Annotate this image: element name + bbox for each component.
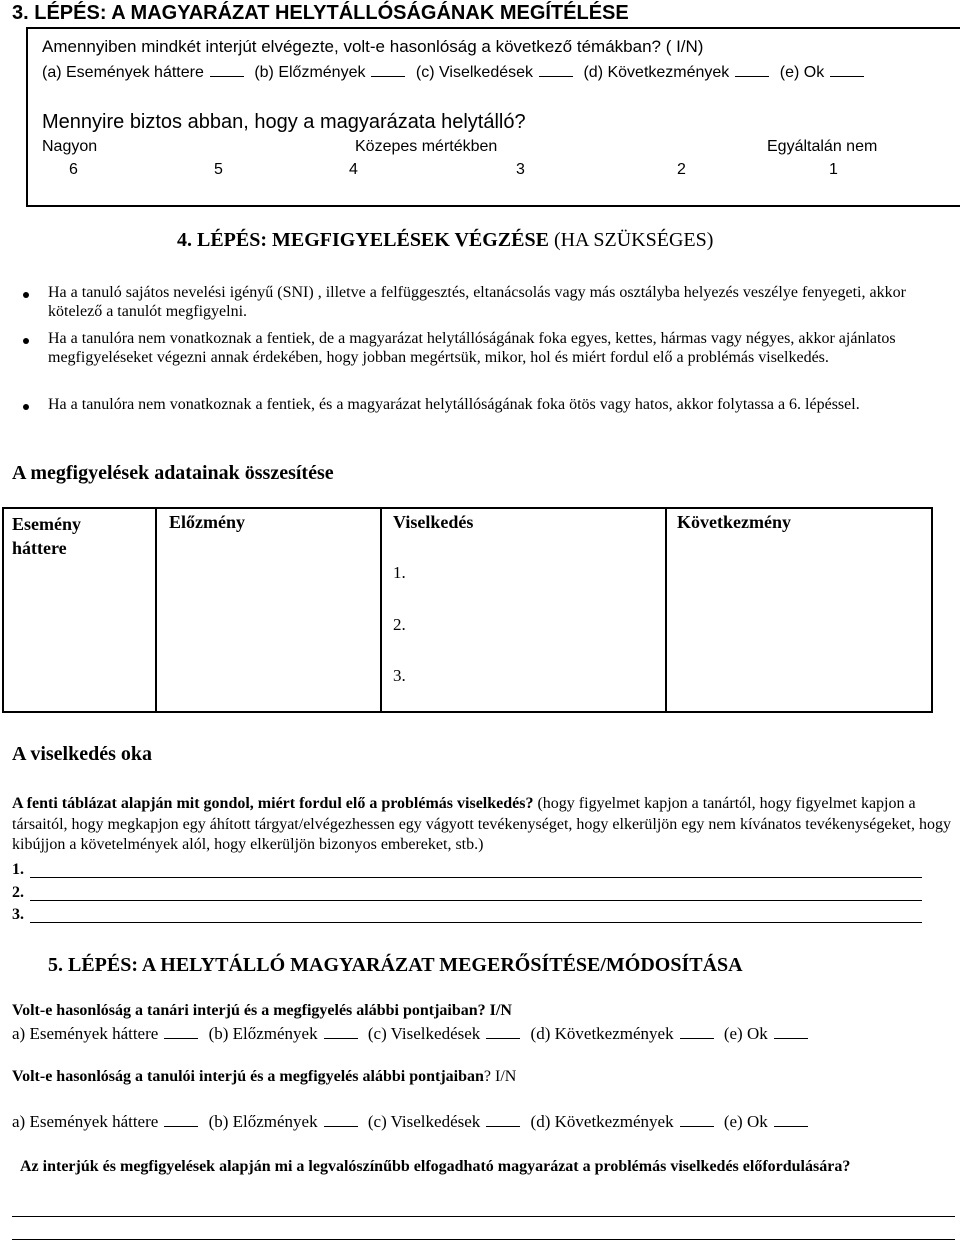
- scale-6[interactable]: 6: [69, 161, 78, 178]
- student-similarity-question: Volt-e hasonlóság a tanulói interjú és a megfigyelés alábbi pontjaiban? I/N: [12, 1068, 517, 1085]
- blank-consequences[interactable]: [735, 64, 769, 77]
- table-divider-2: [380, 507, 382, 713]
- student-options: a) Események háttere (b) Előzmények (c) Viselkedések (d) Következmények (e) Ok: [12, 1112, 814, 1132]
- teacher-blank-cause[interactable]: [774, 1026, 808, 1039]
- behavior-row-2[interactable]: 2.: [393, 615, 406, 634]
- blank-cause[interactable]: [830, 64, 864, 77]
- table-divider-1: [155, 507, 157, 713]
- step4-bullet-3: Ha a tanulóra nem vonatkoznak a fentiek, és a magyarázat helytállóságának foka ötös vagy hatos, akkor folytassa a 6. lépéssel.: [48, 396, 860, 413]
- similarity-question: Amennyiben mindkét interjút elvégezte, volt-e hasonlóság a következő témákban? ( I/N): [42, 37, 704, 56]
- teacher-blank-antecedents[interactable]: [324, 1026, 358, 1039]
- answer-1-label: 1.: [12, 861, 24, 878]
- answer-3-line[interactable]: [30, 922, 922, 923]
- step3-title: 3. LÉPÉS: A MAGYARÁZAT HELYTÁLLÓSÁGÁNAK MEGÍTÉLÉSE: [12, 2, 629, 24]
- summary-table: [2, 507, 933, 713]
- step4-bullet-1: Ha a tanuló sajátos nevelési igényű (SNI) , illetve a felfüggesztés, eltanácsolás vagy más osztályba helyezés veszélye fenyegeti, akkor kötelező a tanulót megfigyelni.: [48, 284, 906, 320]
- blank-antecedents[interactable]: [371, 64, 405, 77]
- student-blank-behaviors[interactable]: [486, 1114, 520, 1127]
- summary-heading: A megfigyelések adatainak összesítése: [12, 462, 334, 484]
- option-behaviors: (c) Viselkedések: [415, 64, 534, 81]
- blank-events-bg[interactable]: [210, 64, 244, 77]
- option-events-bg: (a) Események háttere: [42, 64, 204, 81]
- student-blank-cause[interactable]: [774, 1114, 808, 1127]
- student-blank-antecedents[interactable]: [324, 1114, 358, 1127]
- scale-3[interactable]: 3: [516, 161, 525, 178]
- bullet-1: [23, 292, 29, 298]
- col-antecedent: Előzmény: [169, 512, 245, 532]
- cause-question: A fenti táblázat alapján mit gondol, miért fordul elő a problémás viselkedés? (hogy figyelmet kapjon a tanártól, hogy figyelmet kapjon a társaitól, hogy megkapjon egy áhított tárgyat/elvégezhessen egy vágyott tevékenységet, hogy elkerüljön egy nem kívánatos tevékenységeket, hogy kibújjon a követelmények alól, hogy elkerüljön bizonyos embereket, stb.): [12, 795, 951, 853]
- final-answer-line-2[interactable]: [12, 1239, 955, 1240]
- scale-label-mid: Közepes mértékben: [355, 138, 498, 155]
- behavior-row-1[interactable]: 1.: [393, 563, 406, 582]
- step4-bullet-2: Ha a tanulóra nem vonatkoznak a fentiek, de a magyarázat helytállóságának foka egyes, kettes, hármas vagy négyes, akkor ajánlatos megfigyeléseket végezni annak érdekében, hogy jobban megértsük, mikor, hol és miért fordul elő a problémás viselkedés.: [48, 330, 896, 366]
- answer-2-label: 2.: [12, 884, 24, 901]
- blank-behaviors[interactable]: [539, 64, 573, 77]
- option-cause: (e) Ok: [779, 64, 825, 81]
- final-answer-line-1[interactable]: [12, 1216, 955, 1217]
- behavior-row-3[interactable]: 3.: [393, 666, 406, 685]
- bullet-2: [23, 338, 29, 344]
- step5-title: 5. LÉPÉS: A HELYTÁLLÓ MAGYARÁZAT MEGERŐSÍTÉSE/MÓDOSÍTÁSA: [48, 954, 743, 976]
- teacher-similarity-question: Volt-e hasonlóság a tanári interjú és a megfigyelés alábbi pontjaiban? I/N: [12, 1002, 512, 1019]
- teacher-blank-consequences[interactable]: [680, 1026, 714, 1039]
- option-antecedents: (b) Előzmények: [254, 64, 366, 81]
- final-question: Az interjúk és megfigyelések alapján mi a legvalószínűbb elfogadható magyarázat a problémás viselkedés előfordulására?: [20, 1158, 851, 1175]
- scale-label-high: Nagyon: [42, 138, 98, 155]
- scale-1[interactable]: 1: [829, 161, 838, 178]
- student-blank-consequences[interactable]: [680, 1114, 714, 1127]
- scale-label-low: Egyáltalán nem: [767, 138, 878, 155]
- scale-5[interactable]: 5: [214, 161, 223, 178]
- student-blank-events-bg[interactable]: [164, 1114, 198, 1127]
- col-events-bg: Esemény háttere: [12, 514, 81, 558]
- table-divider-3: [665, 507, 667, 713]
- teacher-blank-behaviors[interactable]: [486, 1026, 520, 1039]
- step4-title: 4. LÉPÉS: MEGFIGYELÉSEK VÉGZÉSE (HA SZÜKSÉGES): [177, 229, 714, 251]
- answer-3-label: 3.: [12, 906, 24, 923]
- teacher-options: a) Események háttere (b) Előzmények (c) Viselkedések (d) Következmények (e) Ok: [12, 1024, 814, 1044]
- scale-2[interactable]: 2: [677, 161, 686, 178]
- bullet-3: [23, 404, 29, 410]
- option-consequences: (d) Következmények: [583, 64, 730, 81]
- col-behavior: Viselkedés: [393, 512, 474, 532]
- col-consequence: Következmény: [677, 512, 791, 532]
- answer-1-line[interactable]: [30, 877, 922, 878]
- scale-4[interactable]: 4: [349, 161, 358, 178]
- answer-2-line[interactable]: [30, 900, 922, 901]
- certainty-question: Mennyire biztos abban, hogy a magyarázata helytálló?: [42, 111, 526, 133]
- cause-heading: A viselkedés oka: [12, 743, 153, 765]
- similarity-options: [42, 64, 870, 82]
- teacher-blank-events-bg[interactable]: [164, 1026, 198, 1039]
